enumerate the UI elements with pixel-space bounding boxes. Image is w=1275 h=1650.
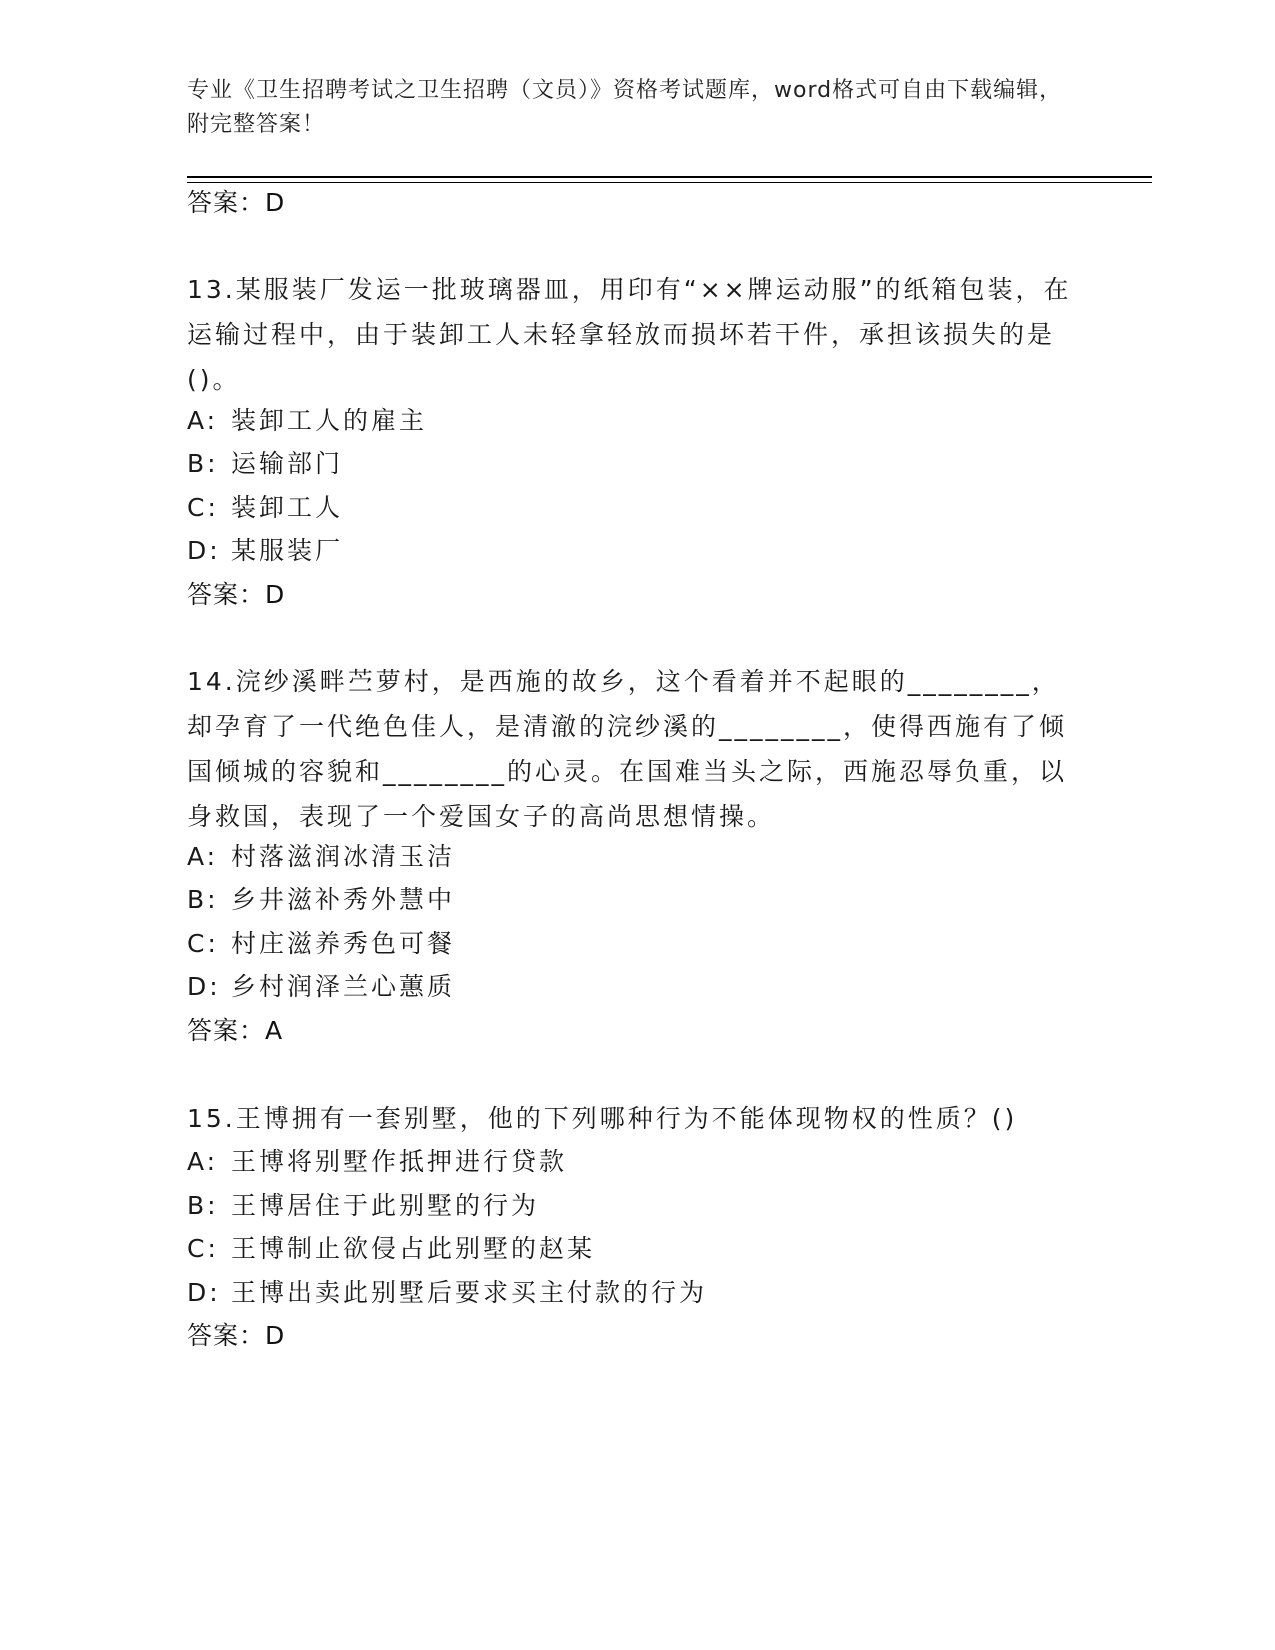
question-13-option-c: C: 装卸工人: [187, 493, 344, 522]
question-14-option-c: C: 村庄滋养秀色可餐: [187, 929, 456, 958]
question-15-option-b: B: 王博居住于此别墅的行为: [187, 1191, 540, 1220]
question-14-option-a: A: 村落滋润冰清玉洁: [187, 842, 456, 871]
question-15-text: 15.王博拥有一套别墅，他的下列哪种行为不能体现物权的性质？(): [187, 1104, 1018, 1133]
question-13-option-a: A: 装卸工人的雇主: [187, 406, 428, 435]
question-14-text: 14.浣纱溪畔苎萝村，是西施的故乡，这个看着并不起眼的________，却孕育了一代绝色佳人，是清澈的浣纱溪的________，使得西施有了倾国倾城的容貌和________的心灵。在国难当头之际，西施忍辱负重，以身救国，表现了一个爱国女子的高尚思想情操。: [187, 667, 1068, 831]
question-15-option-c: C: 王博制止欲侵占此别墅的赵某: [187, 1234, 596, 1263]
question-13-option-b: B: 运输部门: [187, 449, 344, 478]
question-13-text: 13.某服装厂发运一批玻璃器皿，用印有“××牌运动服”的纸箱包装，在运输过程中，由于装卸工人未轻拿轻放而损坏若干件，承担该损失的是()。: [187, 275, 1072, 394]
question-15-option-a: A: 王博将别墅作抵押进行贷款: [187, 1147, 568, 1176]
question-13-option-d: D: 某服装厂: [187, 536, 344, 565]
question-15-option-d: D: 王博出卖此别墅后要求买主付款的行为: [187, 1278, 708, 1307]
question-14-answer: 答案：A: [187, 1016, 284, 1045]
question-14-option-d: D: 乡村润泽兰心蕙质: [187, 972, 456, 1001]
question-15-answer: 答案：D: [187, 1321, 286, 1350]
question-13-answer: 答案：D: [187, 580, 286, 609]
question-14-option-b: B: 乡井滋补秀外慧中: [187, 885, 456, 914]
answer-line: 答案：D: [187, 188, 286, 217]
page-header: 专业《卫生招聘考试之卫生招聘（文员）》资格考试题库，word格式可自由下载编辑，附完整答案！: [187, 78, 1063, 137]
header-rule-thick: [187, 176, 1152, 178]
header-rule-thin: [187, 182, 1152, 183]
